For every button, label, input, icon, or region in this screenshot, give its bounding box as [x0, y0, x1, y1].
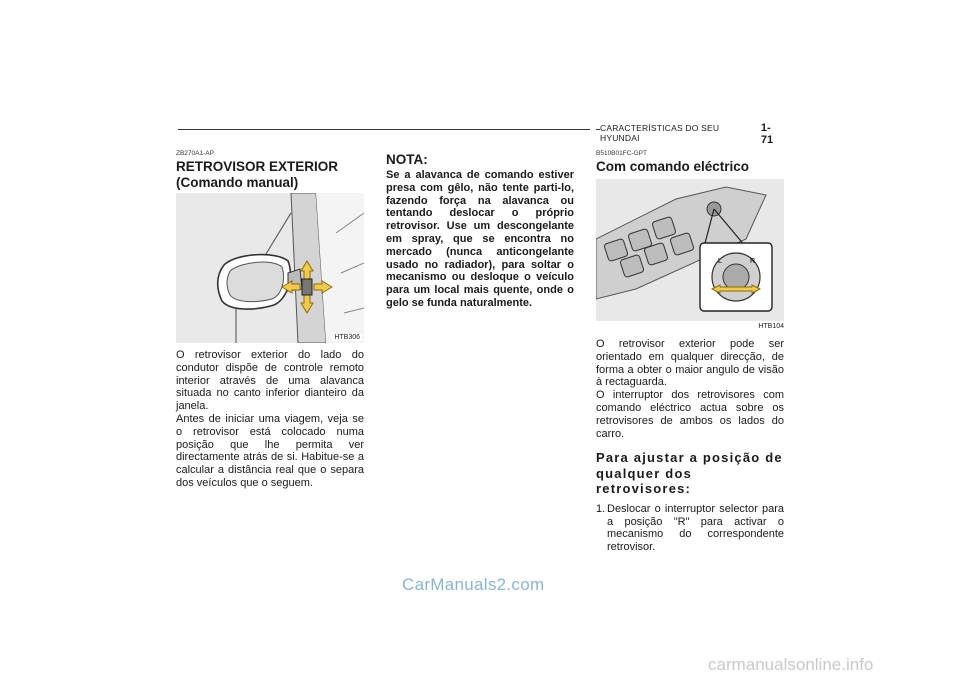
procedure-heading: Para ajustar a posição de qualquer dos retrovisores:	[596, 450, 783, 497]
figure-label: HTB306	[334, 334, 360, 341]
watermark-carmanualsonline: carmanualsonline.info	[708, 655, 874, 674]
paragraph: O retrovisor exterior pode ser orientado em qualquer direcção, de forma a obter o maior angulo de visão à rectaguarda.	[596, 338, 784, 389]
column-note	[386, 152, 574, 310]
body-text	[596, 338, 784, 440]
section-title-line1: RETROVISOR EXTERIOR	[176, 159, 339, 174]
section-title-line2: (Comando manual)	[176, 175, 299, 190]
knob-left-label: L	[718, 258, 722, 265]
section-code: ZB270A1-AP	[176, 150, 214, 157]
figure-label: HTB104	[758, 323, 784, 330]
header-rule-left	[178, 129, 590, 130]
section-title: Com comando eléctrico	[596, 159, 750, 174]
paragraph: O retrovisor exterior do lado do condutor dispõe de controle remoto interior através de uma alavanca situada no canto inferior dianteiro da janela.	[176, 349, 364, 413]
watermark-carmanuals2: CarManuals2.com	[402, 575, 545, 594]
mirror-illustration	[176, 193, 364, 343]
paragraph: O interruptor dos retrovisores com comando eléctrico actua sobre os retrovisores de ambos os lados do carro.	[596, 389, 784, 440]
knob-right-label: R	[750, 258, 756, 265]
note-title: NOTA:	[386, 152, 428, 167]
note-body: Se a alavanca de comando estiver presa com gêlo, não tente parti-lo, fazendo força na alavanca ou tentando deslocar o próprio retrovisor. Use um descongelante em spray, que se encontra no mercado (nunca anticongelante usado no radiador), para soltar o mecanismo ou desloque o veículo para um local mais quente, onde o gelo se funda naturalmente.	[386, 169, 574, 309]
figure-manual-mirror	[176, 193, 364, 343]
figure-electric-mirror	[596, 179, 784, 321]
section-title: CARACTERÍSTICAS DO SEU HYUNDAI	[600, 123, 720, 143]
column-manual-mirror	[176, 150, 364, 490]
list-text: Deslocar o interruptor selector para a posição "R" para activar o mecanismo do correspondente retrovisor.	[607, 502, 784, 554]
switch-illustration	[596, 179, 784, 321]
page-header	[600, 122, 785, 146]
column-electric-mirror	[596, 150, 784, 554]
list-item	[596, 503, 784, 554]
list-number: 1.	[596, 502, 606, 515]
page-number: 1- 71	[760, 122, 774, 146]
paragraph: Antes de iniciar uma viagem, veja se o retrovisor está colocado numa posição que lhe permita ver directamente atrás de si. Habitue-se a calcular a distância real que o separa dos veículos que o seguem.	[176, 412, 364, 489]
section-code: B510B01FC-GPT	[596, 150, 647, 157]
body-text	[176, 349, 364, 490]
